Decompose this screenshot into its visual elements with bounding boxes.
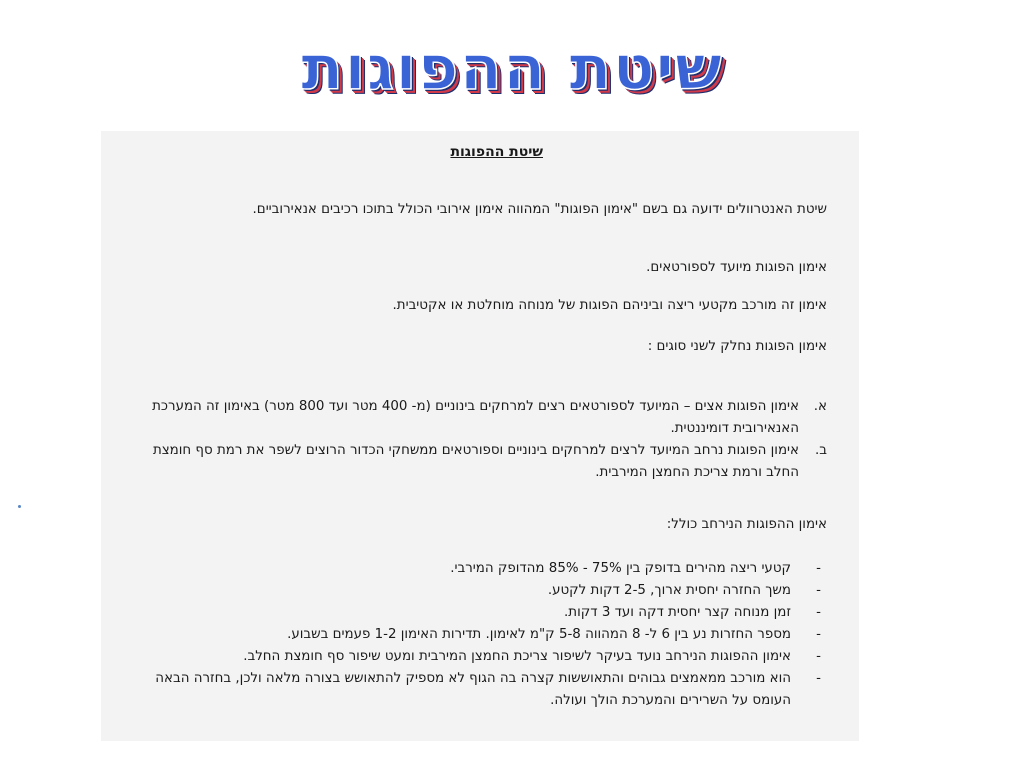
list-item-text: אימון הפוגות אצים – המיועד לספורטאים רצים למרחקים בינוניים (מ- 400 מטר ועד 800 מטר) באימון זה המערכת האנאירובית דומיננטית. xyxy=(152,399,799,436)
list-item-text: זמן מנוחה קצר יחסית דקה ועד 3 דקות. xyxy=(564,605,791,620)
bullet-marker: - xyxy=(816,561,821,576)
list-marker: ב. xyxy=(815,443,827,458)
scan-speck xyxy=(18,505,21,508)
bullet-marker: - xyxy=(816,649,821,664)
slide-title: שיטת ההפוגות xyxy=(301,31,723,104)
structure-paragraph: אימון זה מורכב מקטעי ריצה וביניהם הפוגות של מנוחה מוחלטת או אקטיבית. xyxy=(392,298,827,313)
list-item xyxy=(141,624,821,646)
bullet-marker: - xyxy=(816,605,821,620)
list-item xyxy=(141,580,821,602)
list-item xyxy=(141,558,821,580)
list-item-text: קטעי ריצה מהירים בדופק בין 75% - 85% מהדופק המירבי. xyxy=(450,561,791,576)
document-heading: שיטת ההפוגות xyxy=(450,144,543,160)
types-list xyxy=(137,396,827,484)
list-item-text: הוא מורכב ממאמצים גבוהים והתאוששות קצרה בה הגוף לא מספיק להתאושש בצורה מלאה ולכן, בחזרה הבאה העומס על השרירים והמערכת הולך ועולה. xyxy=(155,671,791,708)
bullet-marker: - xyxy=(816,583,821,598)
list-item xyxy=(141,646,821,668)
list-item xyxy=(141,668,821,712)
target-paragraph: אימון הפוגות מיועד לספורטאים. xyxy=(646,260,827,275)
list-item-text: אימון ההפוגות הנירחב נועד בעיקר לשיפור צריכת החמצן המירבית ומעט שיפור סף חומצת החלב. xyxy=(243,649,791,664)
list-item xyxy=(137,440,827,484)
bullet-marker: - xyxy=(816,671,821,686)
bullet-marker: - xyxy=(816,627,821,642)
list-item xyxy=(137,396,827,440)
extensive-heading: אימון ההפוגות הנירחב כולל: xyxy=(666,517,827,532)
intro-paragraph: שיטת האנטרוולים ידועה גם בשם "אימון הפוגות" המהווה אימון אירובי הכולל בתוכו רכיבים אנאירוביים. xyxy=(252,202,827,217)
list-item xyxy=(141,602,821,624)
list-item-text: מספר החזרות נע בין 6 ל- 8 המהווה 5-8 ק"מ לאימון. תדירות האימון 1-2 פעמים בשבוע. xyxy=(287,627,791,642)
list-marker: א. xyxy=(813,399,827,414)
list-item-text: משך החזרה יחסית ארוך, 2-5 דקות לקטע. xyxy=(547,583,791,598)
scanned-document xyxy=(101,131,859,741)
list-item-text: אימון הפוגות נרחב המיועד לרצים למרחקים בינוניים וספורטאים ממשחקי הכדור הרוצים לשפר את רמת סף חומצת החלב ורמת צריכת החמצן המירבית. xyxy=(152,443,799,480)
extensive-bullets xyxy=(141,558,821,712)
types-intro-paragraph: אימון הפוגות נחלק לשני סוגים : xyxy=(647,339,827,354)
